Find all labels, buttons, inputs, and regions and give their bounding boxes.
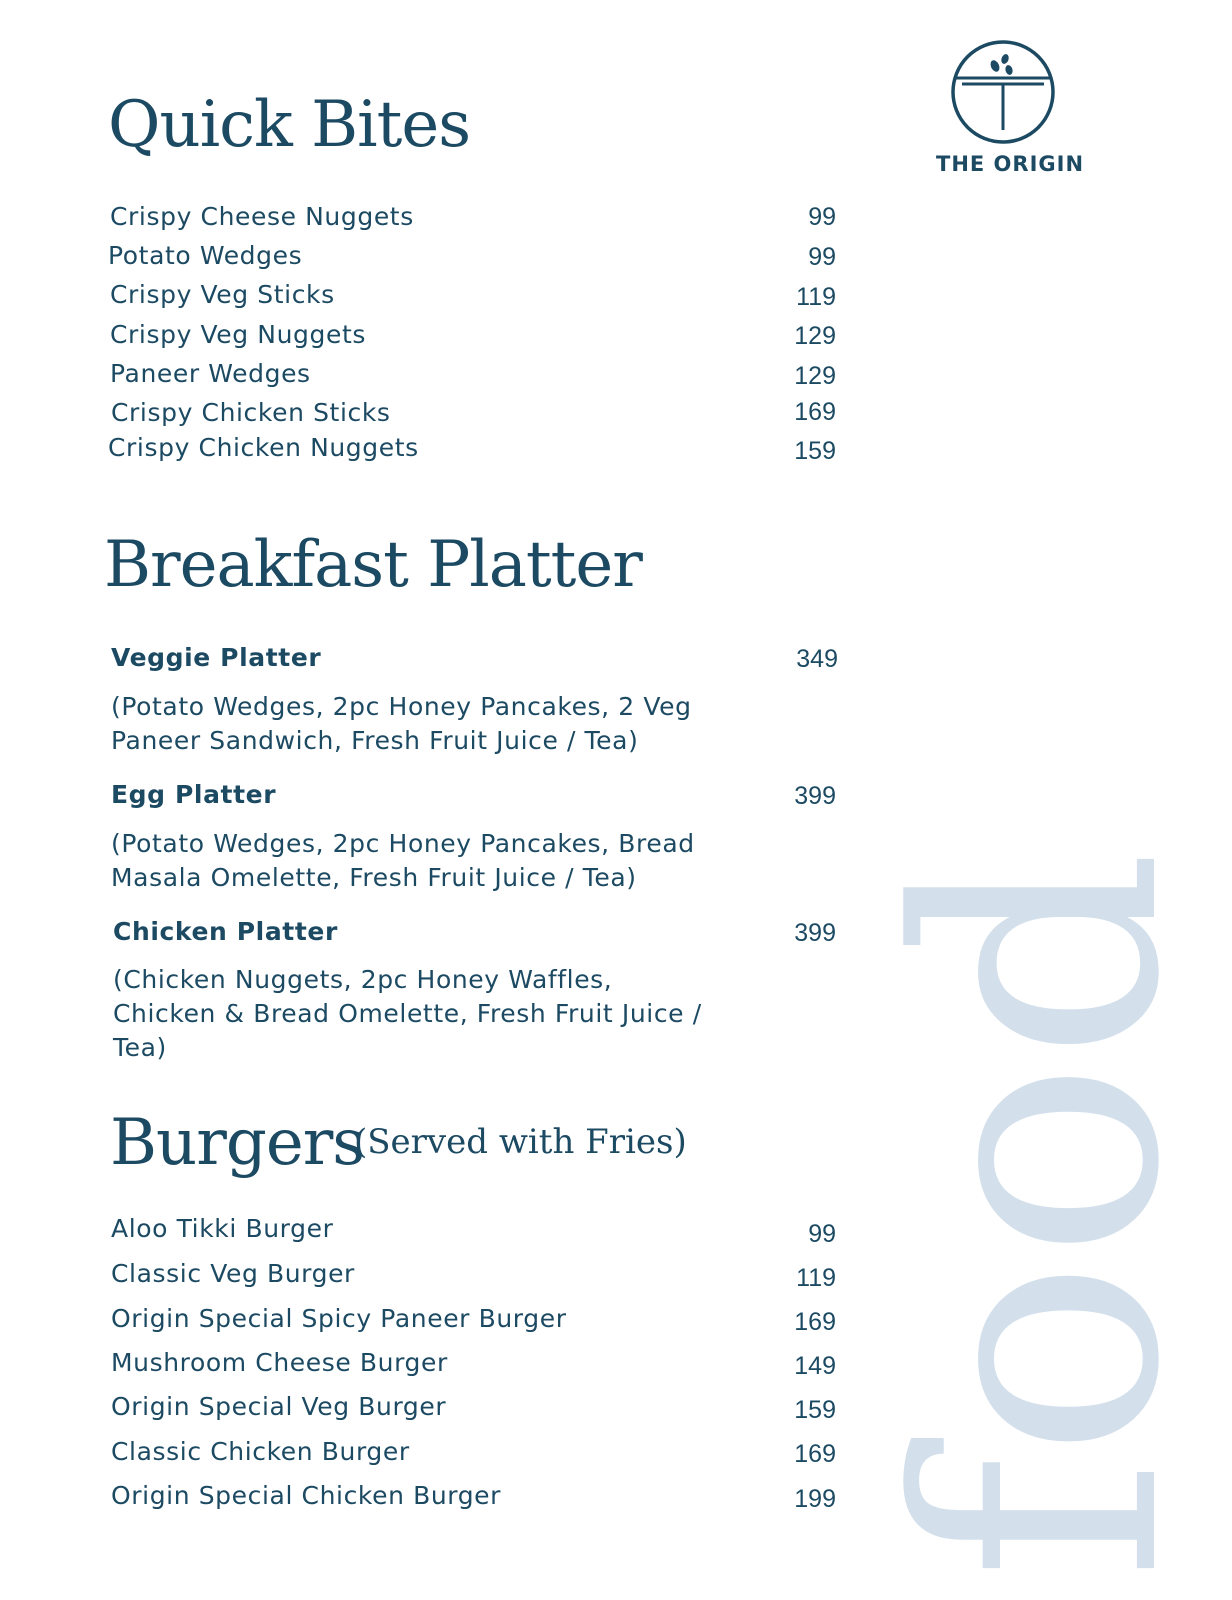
menu-item-price: 119 — [796, 283, 836, 311]
brand-logo — [948, 40, 1058, 150]
menu-item-name: Origin Special Veg Burger — [111, 1392, 447, 1421]
platter-name: Chicken Platter — [113, 917, 338, 946]
menu-item-name: Crispy Veg Nuggets — [110, 320, 366, 349]
menu-item-name: Crispy Chicken Nuggets — [108, 433, 419, 462]
menu-item-price: 119 — [796, 1264, 836, 1292]
platter-description: (Potato Wedges, 2pc Honey Pancakes, Bread Masala Omelette, Fresh Fruit Juice / Tea) — [111, 829, 695, 892]
menu-item-price: 159 — [794, 1396, 836, 1424]
menu-item-price: 169 — [794, 1308, 836, 1336]
food-watermark: food — [848, 849, 1232, 1580]
menu-item-name: Origin Special Spicy Paneer Burger — [111, 1304, 567, 1333]
menu-item-price: 149 — [794, 1352, 836, 1380]
menu-item-name: Classic Chicken Burger — [111, 1437, 410, 1466]
menu-item-price: 169 — [794, 1440, 836, 1468]
menu-item-name: Crispy Chicken Sticks — [111, 398, 391, 427]
menu-item-name: Potato Wedges — [108, 241, 303, 270]
menu-item-name: Crispy Veg Sticks — [110, 280, 335, 309]
section-subtitle-burgers: (Served with Fries) — [354, 1122, 687, 1162]
platter-name: Veggie Platter — [111, 643, 322, 672]
menu-item-price: 169 — [794, 398, 836, 426]
platter-name: Egg Platter — [111, 780, 277, 809]
menu-item-name: Mushroom Cheese Burger — [111, 1348, 448, 1377]
menu-item-price: 159 — [794, 437, 836, 465]
menu-item-price: 129 — [794, 322, 836, 350]
menu-item-price: 129 — [794, 362, 836, 390]
platter-price: 399 — [794, 782, 836, 810]
section-title-quick-bites: Quick Bites — [108, 88, 471, 162]
coffee-bean-circle-logo-icon — [948, 40, 1058, 150]
menu-item-price: 99 — [808, 203, 836, 231]
platter-price: 399 — [794, 919, 836, 947]
platter-price: 349 — [796, 645, 838, 673]
section-title-breakfast-platter: Breakfast Platter — [104, 528, 642, 602]
menu-item-name: Classic Veg Burger — [111, 1259, 355, 1288]
menu-item-name: Origin Special Chicken Burger — [111, 1481, 502, 1510]
menu-item-price: 99 — [808, 1220, 836, 1248]
menu-item-price: 99 — [808, 243, 836, 271]
brand-name: THE ORIGIN — [936, 152, 1085, 176]
menu-item-name: Aloo Tikki Burger — [111, 1214, 334, 1243]
menu-item-name: Paneer Wedges — [110, 359, 311, 388]
menu-item-name: Crispy Cheese Nuggets — [110, 202, 414, 231]
platter-description: (Chicken Nuggets, 2pc Honey Waffles, Chicken & Bread Omelette, Fresh Fruit Juice / Tea) — [113, 965, 702, 1062]
platter-description: (Potato Wedges, 2pc Honey Pancakes, 2 Veg Paneer Sandwich, Fresh Fruit Juice / Tea) — [111, 692, 692, 755]
menu-item-price: 199 — [794, 1485, 836, 1513]
section-title-burgers: Burgers — [110, 1106, 365, 1180]
